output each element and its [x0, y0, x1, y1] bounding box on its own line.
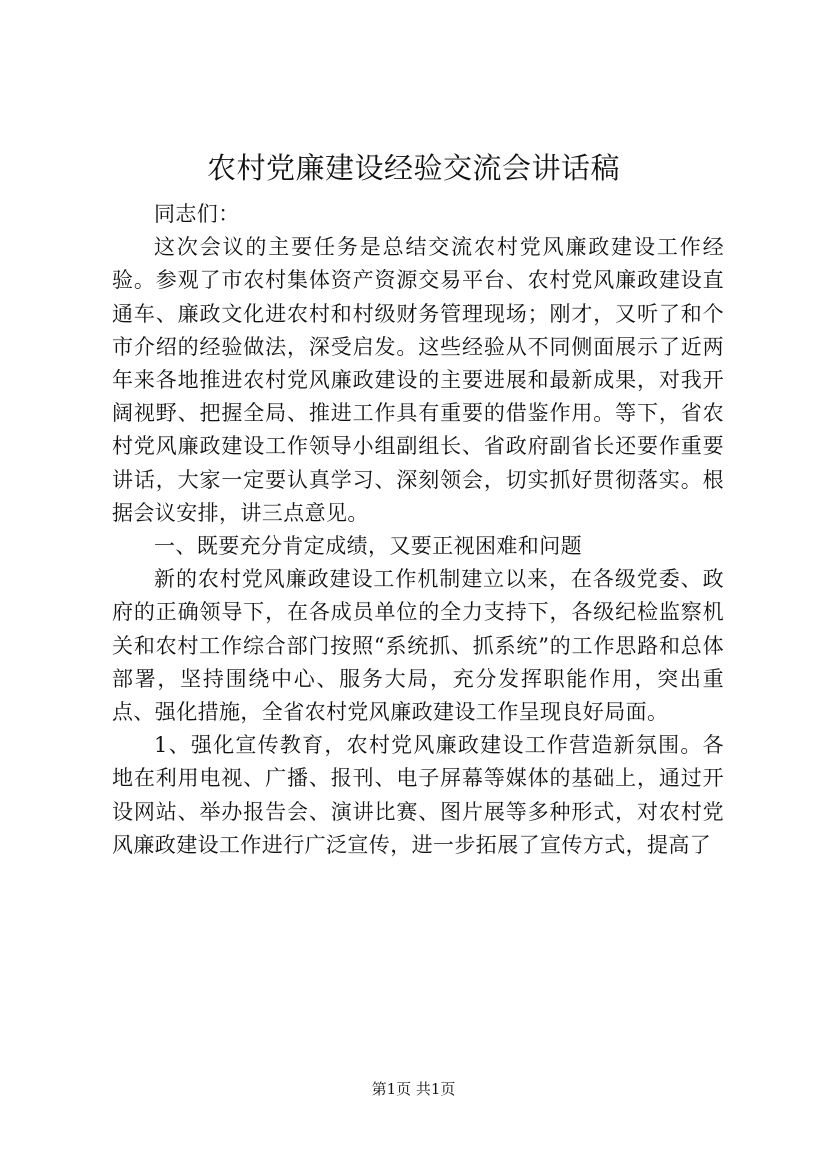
salutation-paragraph: 同志们： [154, 202, 240, 226]
document-title: 农村党廉建设经验交流会讲话稿 [206, 151, 620, 185]
intro-paragraph: 这次会议的主要任务是总结交流农村党风廉政建设工作经验。参观了市农村集体资产资源交易平台、农村党风廉政建设直通车、廉政文化进农村和村级财务管理现场；刚才，又听了和个市介绍的经验做法，深受启发。这些经验从不同侧面展示了近两年来各地推进农村党风廉政建设的主要进展和最新成果，对我开阔视野、把握全局、推进工作具有重要的借鉴作用。等下，省农村党风廉政建设工作领导小组副组长、省政府副省长还要作重要讲话，大家一定要认真学习、深刻领会，切实抓好贯彻落实。根据会议安排，讲三点意见。 [112, 235, 724, 525]
document-body [112, 198, 724, 862]
body-paragraph: 新的农村党风廉政建设工作机制建立以来，在各级党委、政府的正确领导下，在各成员单位的全力支持下，各级纪检监察机关和农村工作综合部门按照“系统抓、抓系统”的工作思路和总体部署，坚持围绕中心、服务大局，充分发挥职能作用，突出重点、强化措施，全省农村党风廉政建设工作呈现良好局面。 [112, 567, 724, 725]
section-heading: 一、既要充分肯定成绩，又要正视困难和问题 [154, 534, 582, 559]
body-paragraph: 1、强化宣传教育，农村党风廉政建设工作营造新氛围。各地在利用电视、广播、报刊、电子屏幕等媒体的基础上，通过开设网站、举办报告会、演讲比赛、图片展等多种形式，对农村党风廉政建设工作进行广泛宣传，进一步拓展了宣传方式，提高了 [112, 733, 724, 857]
page-number-footer: 第1页 共1页 [371, 1080, 456, 1098]
